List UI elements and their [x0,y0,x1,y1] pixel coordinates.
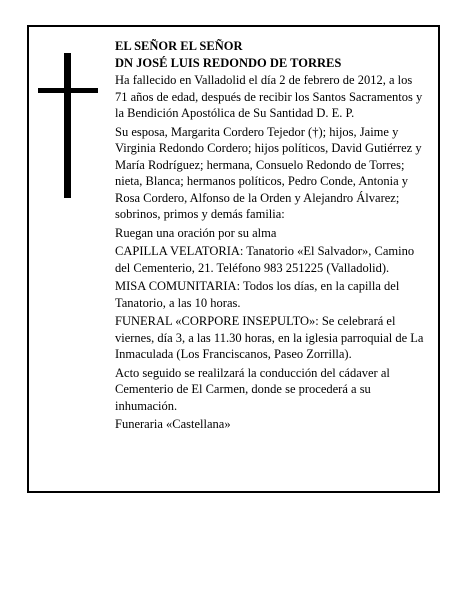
funeral-home: Funeraria «Castellana» [115,417,231,431]
deceased-name: DN JOSÉ LUIS REDONDO DE TORRES [115,56,342,70]
cross-horizontal-bar [38,88,98,93]
wake-info: CAPILLA VELATORIA: Tanatorio «El Salvador», Camino del Cementerio, 21. Teléfono 983 251225 (Valladolid). [115,244,415,275]
funeral-info: FUNERAL «CORPORE INSEPULTO»: Se celebrará el viernes, día 3, a las 11.30 horas, en la iglesia parroquial de La Inmaculada (Los Franciscanos, Paseo Zorrilla). [115,314,424,361]
heading-title-line: EL SEÑOR EL SEÑOR [115,39,243,53]
cross-icon [38,53,98,198]
obituary-heading [115,38,427,72]
mass-info: MISA COMUNITARIA: Todos los días, en la capilla del Tanatorio, a las 10 horas. [115,279,400,310]
death-announcement: Ha fallecido en Valladolid el día 2 de febrero de 2012, a los 71 años de edad, después de recibir los Santos Sacramentos y la Bendición Apostólica de Su Santidad D. E. P. [115,73,423,120]
cross-vertical-bar [64,53,71,198]
family-list: Su esposa, Margarita Cordero Tejedor (†); hijos, Jaime y Virginia Redondo Cordero; hijos políticos, David Gutiérrez y María Rodríguez; hermana, Consuelo Redondo de Torres; nieta, Blanca; hermanos políticos, Pedro Conde, Antonia y Rosa Cordero, Alfonso de la Orden y Alejandro Álvarez; sobrinos, primos y demás familia: [115,124,422,221]
obituary-text [115,38,427,435]
prayer-request: Ruegan una oración por su alma [115,225,277,240]
burial-info: Acto seguido se realilzará la conducción del cádaver al Cementerio de El Carmen, donde se procederá a su inhumación. [115,365,390,413]
